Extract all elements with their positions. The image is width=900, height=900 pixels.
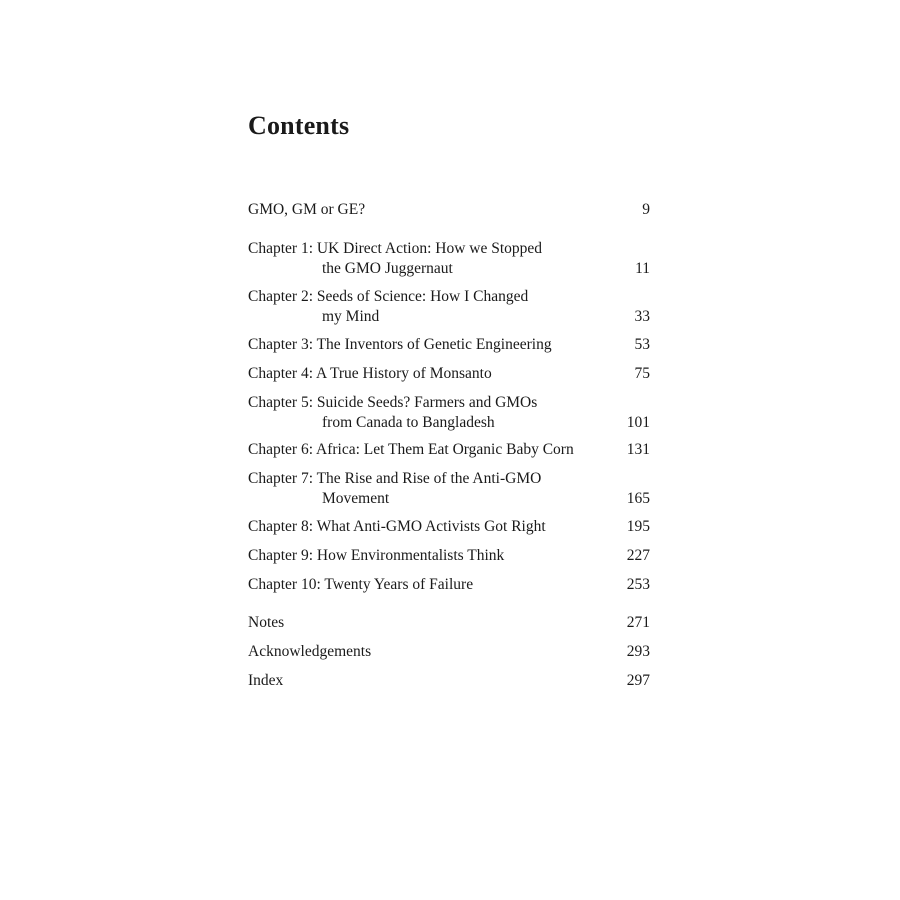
toc-entry[interactable] — [248, 335, 650, 355]
toc-entry-title: Chapter 7: The Rise and Rise of the Anti-GMO — [248, 470, 542, 487]
toc-entry-title: Chapter 10: Twenty Years of Failure — [248, 576, 474, 593]
toc-page-number: 227 — [626, 547, 650, 564]
toc-entry[interactable] — [248, 440, 650, 460]
toc-entry-title-continued: my Mind — [322, 308, 380, 325]
toc-page-number: 271 — [626, 614, 650, 631]
toc-entry[interactable] — [248, 469, 650, 509]
toc-page-number: 297 — [626, 672, 650, 689]
toc-page-number: 253 — [626, 576, 650, 593]
toc-entry-title: Chapter 1: UK Direct Action: How we Stopped — [248, 240, 543, 257]
toc-entry[interactable] — [248, 642, 650, 662]
toc-entry-title: Chapter 4: A True History of Monsanto — [248, 365, 492, 382]
toc-entry-title: Index — [248, 672, 284, 689]
toc-entry-title-continued: the GMO Juggernaut — [322, 260, 453, 277]
toc-entry-title-continued: from Canada to Bangladesh — [322, 414, 495, 431]
toc-entry[interactable] — [248, 364, 650, 384]
toc-entry[interactable] — [248, 287, 650, 327]
toc-page-number: 53 — [634, 336, 650, 353]
toc-page-number: 75 — [634, 365, 650, 382]
toc-entry[interactable] — [248, 200, 650, 220]
toc-entry[interactable] — [248, 613, 650, 633]
toc-entry-title: Notes — [248, 614, 285, 631]
toc-entry[interactable] — [248, 575, 650, 595]
toc-page-number: 131 — [626, 441, 650, 458]
toc-entry-title: Chapter 8: What Anti-GMO Activists Got Right — [248, 518, 546, 535]
toc-page-number: 293 — [626, 643, 650, 660]
toc-page-number: 9 — [642, 201, 650, 218]
toc-entry-title: GMO, GM or GE? — [248, 201, 366, 218]
toc-entry-title: Chapter 9: How Environmentalists Think — [248, 547, 505, 564]
toc-page-number: 101 — [626, 414, 650, 431]
toc-page-number: 195 — [626, 518, 650, 535]
page-title: Contents — [248, 111, 350, 140]
toc-entry-title: Chapter 5: Suicide Seeds? Farmers and GMOs — [248, 394, 538, 411]
toc-entry[interactable] — [248, 671, 650, 691]
toc-page-number: 33 — [634, 308, 650, 325]
toc-page-number: 165 — [626, 490, 650, 507]
toc-entry[interactable] — [248, 546, 650, 566]
toc-entry-title: Chapter 3: The Inventors of Genetic Engineering — [248, 336, 552, 353]
toc-entry-title: Chapter 6: Africa: Let Them Eat Organic Baby Corn — [248, 441, 574, 458]
toc-entry-title-continued: Movement — [322, 490, 390, 507]
toc-entry[interactable] — [248, 393, 650, 433]
toc-entry[interactable] — [248, 239, 650, 279]
contents-page — [248, 0, 650, 900]
toc-entry[interactable] — [248, 517, 650, 537]
toc-entry-title: Chapter 2: Seeds of Science: How I Changed — [248, 288, 529, 305]
toc-entry-title: Acknowledgements — [248, 643, 372, 660]
toc-page-number: 11 — [635, 260, 650, 277]
